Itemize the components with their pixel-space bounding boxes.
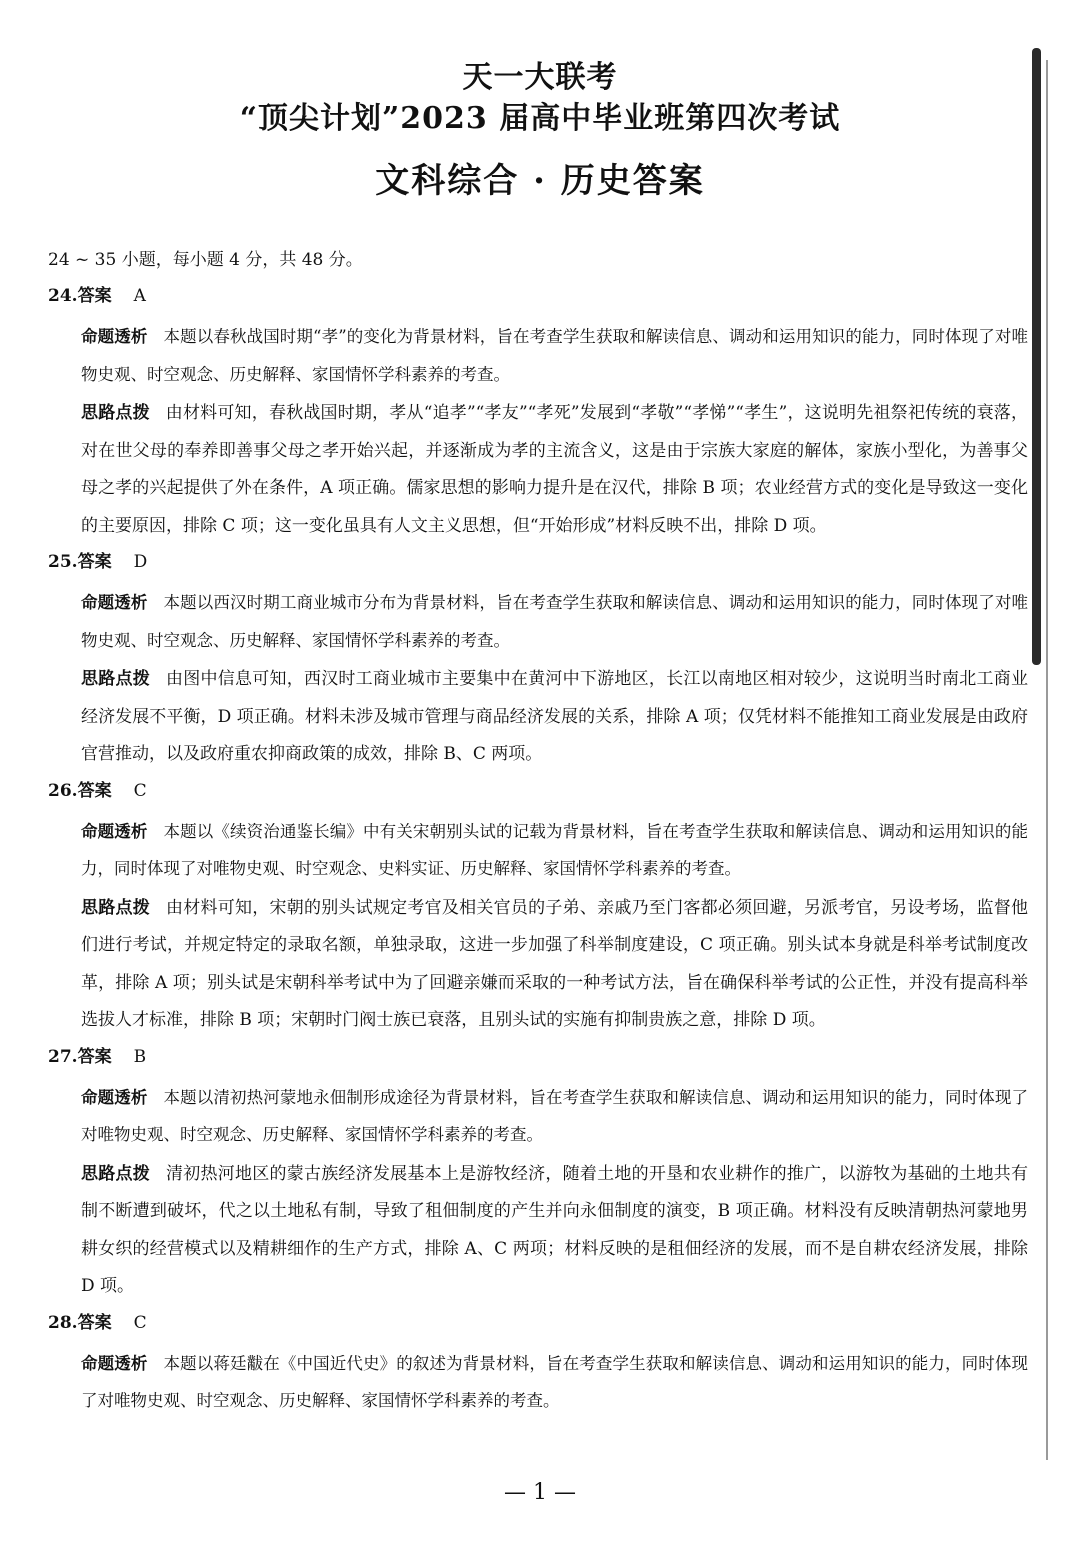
answer-value: B	[133, 1046, 147, 1067]
hint-paragraph	[48, 395, 1028, 545]
question-header	[48, 547, 1028, 584]
hint-paragraph	[48, 1156, 1028, 1306]
analysis-label: 命题透析	[81, 821, 148, 841]
answer-content	[48, 245, 1028, 1422]
hint-paragraph	[48, 661, 1028, 774]
page-header	[0, 58, 1080, 206]
hint-text: 清初热河地区的蒙古族经济发展基本上是游牧经济，随着土地的开垦和农业耕作的推广，以游牧为基础的土地共有制不断遭到破坏，代之以土地私有制，导致了租佃制度的产生并向永佃制度的演变，B 项正确。材料没有反映清朝热河蒙地男耕女织的经营模式以及精耕细作的生产方式，排除 A、C 两项；材料反映的是租佃经济的发展，而不是自耕农经济发展，排除 D 项。	[81, 1163, 1029, 1296]
analysis-text: 本题以《续资治通鉴长编》中有关宋朝别头试的记载为背景材料，旨在考查学生获取和解读信息、调动和运用知识的能力，同时体现了对唯物史观、时空观念、史料实证、历史解释、家国情怀学科素养的考查。	[81, 821, 1029, 878]
answer-label: 答案	[77, 286, 112, 306]
page-number: — 1 —	[504, 1480, 576, 1505]
answer-value: C	[133, 1312, 147, 1333]
answer-label: 答案	[77, 1046, 112, 1067]
analysis-text: 本题以西汉时期工商业城市分布为背景材料，旨在考查学生获取和解读信息、调动和运用知识的能力，同时体现了对唯物史观、时空观念、历史解释、家国情怀学科素养的考查。	[81, 593, 1029, 650]
analysis-paragraph	[48, 1345, 1028, 1420]
analysis-paragraph	[48, 1079, 1028, 1154]
question-number: 24.	[48, 286, 78, 306]
subject-title: 文科综合 · 历史答案	[375, 161, 705, 201]
exam-organizer-title: 天一大联考	[462, 60, 618, 95]
hint-text: 由图中信息可知，西汉时工商业城市主要集中在黄河中下游地区，长江以南地区相对较少，这说明当时南北工商业经济发展不平衡，D 项正确。材料未涉及城市管理与商品经济发展的关系，排除 A 项；仅凭材料不能推知工商业发展是由政府官营推动，以及政府重农抑商政策的成效，排除 B、C 两项。	[81, 669, 1029, 764]
answer-label: 答案	[77, 780, 112, 801]
hint-label: 思路点拨	[81, 1163, 150, 1184]
analysis-text: 本题以春秋战国时期“孝”的变化为背景材料，旨在考查学生获取和解读信息、调动和运用知识的能力，同时体现了对唯物史观、时空观念、历史解释、家国情怀学科素养的考查。	[81, 327, 1029, 384]
answer-value: D	[133, 552, 148, 572]
question-header	[48, 776, 1028, 813]
hint-label: 思路点拨	[81, 403, 150, 423]
scan-edge-line	[1046, 60, 1048, 1460]
analysis-label: 命题透析	[81, 1353, 148, 1373]
question-number: 26.	[48, 780, 78, 801]
analysis-label: 命题透析	[81, 327, 148, 346]
answer-label: 答案	[77, 1312, 112, 1333]
exam-title: “顶尖计划”2023 届高中毕业班第四次考试	[239, 101, 841, 136]
analysis-text: 本题以蒋廷黻在《中国近代史》的叙述为背景材料，旨在考查学生获取和解读信息、调动和运用知识的能力，同时体现了对唯物史观、时空观念、历史解释、家国情怀学科素养的考查。	[81, 1353, 1029, 1410]
analysis-label: 命题透析	[81, 1087, 148, 1107]
question-header	[48, 281, 1028, 318]
question-header	[48, 1308, 1028, 1345]
hint-label: 思路点拨	[81, 669, 150, 689]
answer-label: 答案	[77, 552, 112, 572]
analysis-paragraph	[48, 813, 1028, 888]
answer-value: A	[133, 286, 146, 306]
analysis-text: 本题以清初热河蒙地永佃制形成途径为背景材料，旨在考查学生获取和解读信息、调动和运用知识的能力，同时体现了对唯物史观、时空观念、历史解释、家国情怀学科素养的考查。	[81, 1087, 1029, 1144]
hint-paragraph	[48, 890, 1028, 1040]
hint-text: 由材料可知，宋朝的别头试规定考官及相关官员的子弟、亲戚乃至门客都必须回避，另派考官，另设考场，监督他们进行考试，并规定特定的录取名额，单独录取，这进一步加强了科举制度建设，C 项正确。别头试本身就是科举考试制度改革，排除 A 项；别头试是宋朝科举考试中为了回避亲嫌而采取的一种考试方法，旨在确保科举考试的公正性，并没有提高科举选拔人才标准，排除 B 项；宋朝时门阀士族已衰落，且别头试的实施有抑制贵族之意，排除 D 项。	[81, 897, 1029, 1030]
analysis-label: 命题透析	[81, 593, 148, 612]
question-header	[48, 1042, 1028, 1079]
section-intro: 24 ~ 35 小题，每小题 4 分，共 48 分。	[48, 250, 363, 270]
answer-value: C	[133, 780, 147, 801]
question-number: 27.	[48, 1046, 78, 1067]
analysis-paragraph	[48, 584, 1028, 659]
hint-text: 由材料可知，春秋战国时期，孝从“追孝”“孝友”“孝死”发展到“孝敬”“孝悌”“孝生”，这说明先祖祭祀传统的衰落，对在世父母的奉养即善事父母之孝开始兴起，并逐渐成为孝的主流含义，这是由于宗族大家庭的解体，家族小型化，为善事父母之孝的兴起提供了外在条件，A 项正确。儒家思想的影响力提升是在汉代，排除 B 项；农业经营方式的变化是导致这一变化的主要原因，排除 C 项；这一变化虽具有人文主义思想，但“开始形成”材料反映不出，排除 D 项。	[81, 403, 1028, 536]
analysis-paragraph	[48, 318, 1028, 393]
question-number: 28.	[48, 1312, 78, 1333]
hint-label: 思路点拨	[81, 897, 150, 918]
question-number: 25.	[48, 552, 78, 572]
